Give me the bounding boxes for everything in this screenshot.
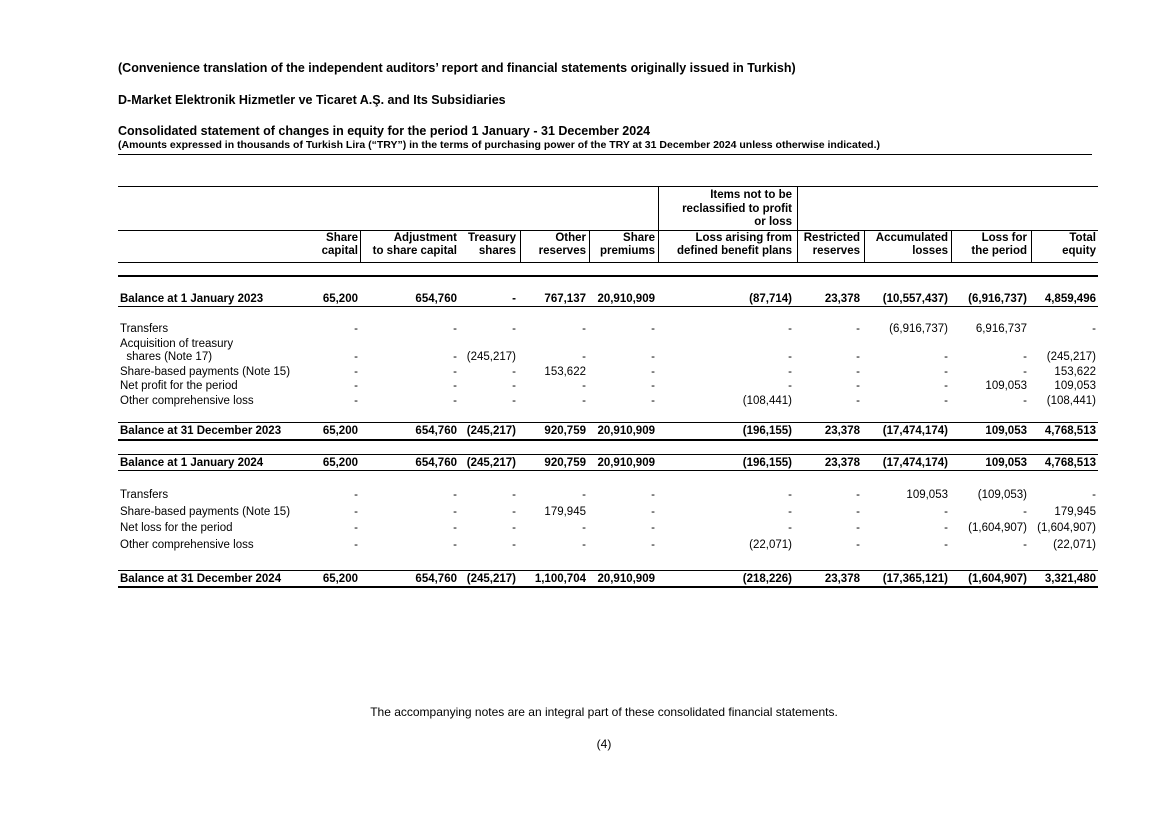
table-cell: 20,910,909 [597,573,655,585]
table-cell: 109,053 [906,489,948,501]
table-cell: - [944,395,948,407]
row-label-acq-treasury-a: Acquisition of treasury [120,338,234,350]
column-header-line: Total [1069,232,1096,244]
table-cell: - [788,522,792,534]
table-cell: - [788,489,792,501]
table-cell: (10,557,437) [882,293,948,305]
table-body-top-rule [118,275,1098,277]
rule-below-bal-2024-open [118,470,1098,471]
row-label-oci-2024: Other comprehensive loss [120,539,254,551]
column-header-line: reserves [812,245,860,257]
table-cell: 109,053 [985,380,1027,392]
table-cell: 153,622 [1054,366,1096,378]
column-header-line: reserves [538,245,586,257]
table-cell: - [582,395,586,407]
table-cell: - [788,366,792,378]
table-cell: 23,378 [824,457,860,469]
column-header-bottom-rule [118,262,1098,263]
table-cell: (218,226) [742,573,792,585]
table-cell: - [651,506,655,518]
table-cell: - [651,522,655,534]
table-cell: - [944,539,948,551]
row-label-bal-2023-close: Balance at 31 December 2023 [120,425,282,437]
table-cell: 654,760 [415,425,457,437]
table-cell: (1,604,907) [968,573,1027,585]
table-cell: 4,768,513 [1044,425,1096,437]
table-cell: - [944,506,948,518]
table-cell: (17,365,121) [882,573,948,585]
rule-below-bal-2023-open [118,306,1098,307]
table-cell: 65,200 [322,425,358,437]
table-cell: (108,441) [742,395,792,407]
table-cell: - [354,323,358,335]
table-cell: 179,945 [1054,506,1096,518]
table-cell: - [354,366,358,378]
row-label-net-profit-2023: Net profit for the period [120,380,238,392]
column-header-line: Share [326,232,358,244]
column-header-line: to share capital [372,245,457,257]
table-cell: - [354,506,358,518]
column-header-line: shares [478,245,516,257]
table-cell: - [944,522,948,534]
table-cell: - [788,506,792,518]
table-cell: - [788,323,792,335]
table-cell: (245,217) [466,573,516,585]
table-cell: (1,604,907) [1037,522,1096,534]
table-cell: - [856,351,860,363]
translation-note: (Convenience translation of the independent auditors’ report and financial statements originally issued in Turkish) [118,61,796,75]
table-cell: (109,053) [977,489,1027,501]
table-cell: - [944,380,948,392]
table-cell: - [512,366,516,378]
table-cell: 20,910,909 [597,425,655,437]
table-cell: - [582,380,586,392]
row-label-transfers-2023: Transfers [120,323,169,335]
row-label-sbp-2024: Share-based payments (Note 15) [120,506,291,518]
table-cell: (108,441) [1046,395,1096,407]
table-cell: - [512,506,516,518]
column-header-line: Adjustment [393,232,457,244]
table-cell: 654,760 [415,293,457,305]
statement-title: Consolidated statement of changes in equity for the period 1 January - 31 December 2024 [118,124,651,138]
table-cell: - [453,351,457,363]
table-cell: - [453,539,457,551]
table-cell: 65,200 [322,573,358,585]
row-label-bal-2023-open: Balance at 1 January 2023 [120,293,264,305]
table-cell: (87,714) [749,293,792,305]
column-header-line: losses [912,245,948,257]
header-rule [118,154,1092,155]
table-cell: 3,321,480 [1044,573,1096,585]
row-label-oci-2023: Other comprehensive loss [120,395,254,407]
column-header-line: defined benefit plans [676,245,792,257]
table-cell: - [512,380,516,392]
column-header-line: Restricted [803,232,860,244]
table-cell: - [354,489,358,501]
column-header-line: capital [321,245,358,257]
rule-above-bal-2024-close [118,570,1098,571]
table-cell: (245,217) [466,425,516,437]
group-header-line: Items not to be [710,189,792,201]
table-cell: - [1023,539,1027,551]
table-cell: - [453,395,457,407]
table-cell: 6,916,737 [975,323,1027,335]
column-header-line: equity [1062,245,1096,257]
table-cell: 109,053 [1054,380,1096,392]
table-cell: - [856,395,860,407]
rule-below-bal-2024-close [118,586,1098,588]
table-cell: - [1023,506,1027,518]
table-cell: - [582,539,586,551]
table-cell: 920,759 [544,457,586,469]
column-header-line: premiums [600,245,655,257]
rule-above-bal-2024-open [118,454,1098,455]
table-cell: - [1092,489,1096,501]
page-number: (4) [596,737,612,751]
table-cell: - [453,506,457,518]
table-cell: - [453,366,457,378]
table-cell: - [354,539,358,551]
rule-below-bal-2023-close [118,439,1098,441]
table-cell: - [651,366,655,378]
company-name: D-Market Elektronik Hizmetler ve Ticaret A.Ş. and Its Subsidiaries [118,93,506,107]
table-cell: - [512,293,516,305]
row-label-sbp-2023: Share-based payments (Note 15) [120,366,291,378]
column-header-line: Loss for [981,232,1027,244]
table-cell: 153,622 [544,366,586,378]
table-cell: - [453,522,457,534]
table-cell: - [354,380,358,392]
table-cell: - [354,395,358,407]
rule-above-bal-2023-close [118,422,1098,423]
column-header-line: Accumulated [875,232,948,244]
table-cell: - [856,506,860,518]
group-header-line: reclassified to profit [682,203,792,215]
row-label-acq-treasury-b: shares (Note 17) [120,351,213,363]
table-cell: - [856,366,860,378]
table-cell: (22,071) [749,539,792,551]
table-cell: - [354,522,358,534]
table-cell: 920,759 [544,425,586,437]
table-cell: - [582,522,586,534]
column-header-line: Loss arising from [695,232,792,244]
table-cell: - [856,380,860,392]
table-cell: - [1023,395,1027,407]
table-cell: - [651,323,655,335]
table-cell: 109,053 [985,457,1027,469]
table-cell: - [582,323,586,335]
table-cell: - [1092,323,1096,335]
table-cell: (17,474,174) [882,457,948,469]
table-cell: 23,378 [824,425,860,437]
table-cell: (196,155) [742,425,792,437]
table-cell: 20,910,909 [597,293,655,305]
table-cell: - [856,522,860,534]
table-cell: - [651,489,655,501]
table-cell: 654,760 [415,457,457,469]
table-cell: - [453,323,457,335]
table-cell: 179,945 [544,506,586,518]
table-cell: (22,071) [1053,539,1096,551]
table-cell: (196,155) [742,457,792,469]
table-cell: - [651,395,655,407]
table-cell: - [651,351,655,363]
table-cell: - [856,489,860,501]
table-cell: (6,916,737) [889,323,948,335]
table-cell: 654,760 [415,573,457,585]
row-label-net-loss-2024: Net loss for the period [120,522,233,534]
table-cell: - [453,380,457,392]
table-cell: 4,859,496 [1044,293,1096,305]
table-cell: - [582,489,586,501]
table-cell: (17,474,174) [882,425,948,437]
table-cell: - [788,351,792,363]
table-cell: - [512,539,516,551]
column-header-line: the period [971,245,1027,257]
table-cell: 23,378 [824,293,860,305]
table-cell: (245,217) [466,351,516,363]
group-header-line: or loss [754,216,792,228]
table-cell: - [944,351,948,363]
column-header-line: Share [623,232,655,244]
table-cell: - [788,380,792,392]
column-header-line: Other [555,232,586,244]
row-label-transfers-2024: Transfers [120,489,169,501]
table-cell: - [856,323,860,335]
table-cell: (6,916,737) [968,293,1027,305]
table-cell: (1,604,907) [968,522,1027,534]
amounts-note: (Amounts expressed in thousands of Turkish Lira (“TRY”) in the terms of purchasing power of the TRY at 31 December 2024 unless otherwise indicated.) [118,139,880,151]
table-cell: 20,910,909 [597,457,655,469]
table-cell: - [512,522,516,534]
table-cell: 109,053 [985,425,1027,437]
table-cell: - [1023,366,1027,378]
table-top-rule [118,186,1098,187]
table-cell: 767,137 [544,293,586,305]
table-cell: 4,768,513 [1044,457,1096,469]
table-cell: - [512,323,516,335]
row-label-bal-2024-open: Balance at 1 January 2024 [120,457,264,469]
table-cell: - [856,539,860,551]
table-cell: 23,378 [824,573,860,585]
table-cell: - [944,366,948,378]
table-cell: - [582,351,586,363]
table-cell: - [651,380,655,392]
table-cell: - [651,539,655,551]
column-header-line: Treasury [468,232,516,244]
table-cell: - [512,489,516,501]
table-cell: - [512,395,516,407]
table-cell: (245,217) [466,457,516,469]
table-cell: 1,100,704 [534,573,586,585]
table-cell: 65,200 [322,457,358,469]
table-cell: 65,200 [322,293,358,305]
table-cell: - [453,489,457,501]
table-cell: - [354,351,358,363]
table-cell: (245,217) [1046,351,1096,363]
table-cell: - [1023,351,1027,363]
row-label-bal-2024-close: Balance at 31 December 2024 [120,573,282,585]
footer-note: The accompanying notes are an integral part of these consolidated financial statements. [370,705,838,719]
